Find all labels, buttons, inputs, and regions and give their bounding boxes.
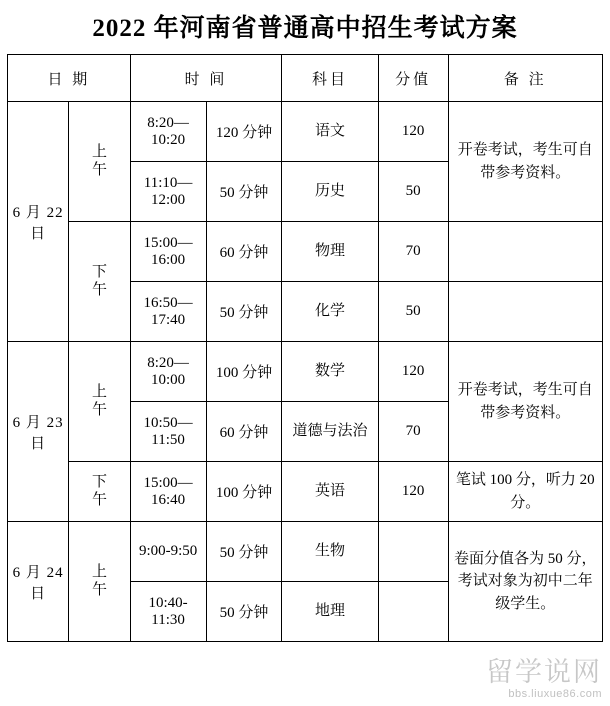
- remark-cell: 卷面分值各为 50 分，考试对象为初中二年级学生。: [448, 522, 602, 642]
- time-cell: 8:20—10:00: [130, 342, 206, 402]
- time-cell: 9:00-9:50: [130, 522, 206, 582]
- table-row: [8, 222, 603, 282]
- half-day-char: 午: [92, 401, 108, 418]
- duration-cell: 60 分钟: [206, 222, 282, 282]
- subject-cell: 物理: [282, 222, 378, 282]
- score-cell: [378, 522, 448, 582]
- header-score: 分值: [378, 55, 448, 102]
- remark-cell: [448, 222, 602, 282]
- time-cell: 16:50—17:40: [130, 282, 206, 342]
- table-row: [8, 102, 603, 162]
- date-cell: 6 月 24 日: [8, 522, 69, 642]
- subject-cell: 语文: [282, 102, 378, 162]
- remark-cell: 开卷考试，考生可自带参考资料。: [448, 342, 602, 462]
- date-cell: 6 月 23 日: [8, 342, 69, 522]
- score-cell: 50: [378, 162, 448, 222]
- time-cell: 15:00—16:00: [130, 222, 206, 282]
- header-date: 日 期: [8, 55, 131, 102]
- half-day-char: 午: [92, 161, 108, 178]
- half-day-char: 午: [92, 281, 108, 298]
- half-day-char: 午: [92, 581, 108, 598]
- subject-cell: 地理: [282, 582, 378, 642]
- score-cell: 120: [378, 102, 448, 162]
- subject-cell: 生物: [282, 522, 378, 582]
- header-subject: 科目: [282, 55, 378, 102]
- watermark-text: 留学说网: [486, 657, 602, 687]
- half-day-cell: [69, 522, 130, 642]
- duration-cell: 50 分钟: [206, 162, 282, 222]
- duration-cell: 50 分钟: [206, 522, 282, 582]
- time-cell: 10:40-11:30: [130, 582, 206, 642]
- table-header: [8, 55, 603, 102]
- duration-cell: 50 分钟: [206, 582, 282, 642]
- remark-cell: [448, 282, 602, 342]
- score-cell: 50: [378, 282, 448, 342]
- time-cell: 11:10—12:00: [130, 162, 206, 222]
- duration-cell: 60 分钟: [206, 402, 282, 462]
- duration-cell: 120 分钟: [206, 102, 282, 162]
- time-cell: 15:00—16:40: [130, 462, 206, 522]
- half-day-cell: [69, 102, 130, 222]
- half-day-char: 午: [92, 491, 108, 508]
- half-day-char: 上: [92, 144, 108, 161]
- duration-cell: 50 分钟: [206, 282, 282, 342]
- date-cell: 6 月 22 日: [8, 102, 69, 342]
- half-day-cell: [69, 342, 130, 462]
- page-title: 2022 年河南省普通高中招生考试方案: [92, 15, 518, 42]
- table-row: [8, 462, 603, 522]
- header-time: 时 间: [130, 55, 282, 102]
- score-cell: 70: [378, 222, 448, 282]
- half-day-cell: [69, 222, 130, 342]
- exam-schedule-table: [7, 54, 603, 642]
- score-cell: [378, 582, 448, 642]
- watermark: [486, 659, 602, 700]
- watermark-url: bbs.liuxue86.com: [508, 688, 602, 700]
- half-day-char: 上: [92, 564, 108, 581]
- time-cell: 8:20—10:20: [130, 102, 206, 162]
- header-remark: 备 注: [448, 55, 602, 102]
- table-row: [8, 522, 603, 582]
- score-cell: 70: [378, 402, 448, 462]
- subject-cell: 数学: [282, 342, 378, 402]
- half-day-char: 下: [92, 264, 108, 281]
- remark-cell: 开卷考试，考生可自带参考资料。: [448, 102, 602, 222]
- duration-cell: 100 分钟: [206, 342, 282, 402]
- remark-cell: 笔试 100 分，听力 20 分。: [448, 462, 602, 522]
- duration-cell: 100 分钟: [206, 462, 282, 522]
- score-cell: 120: [378, 462, 448, 522]
- subject-cell: 历史: [282, 162, 378, 222]
- table-body: [8, 102, 603, 642]
- subject-cell: 道德与法治: [282, 402, 378, 462]
- table-header-row: [8, 55, 603, 102]
- subject-cell: 英语: [282, 462, 378, 522]
- subject-cell: 化学: [282, 282, 378, 342]
- table-row: [8, 342, 603, 402]
- time-cell: 10:50—11:50: [130, 402, 206, 462]
- half-day-char: 上: [92, 384, 108, 401]
- half-day-cell: [69, 462, 130, 522]
- score-cell: 120: [378, 342, 448, 402]
- half-day-char: 下: [92, 474, 108, 491]
